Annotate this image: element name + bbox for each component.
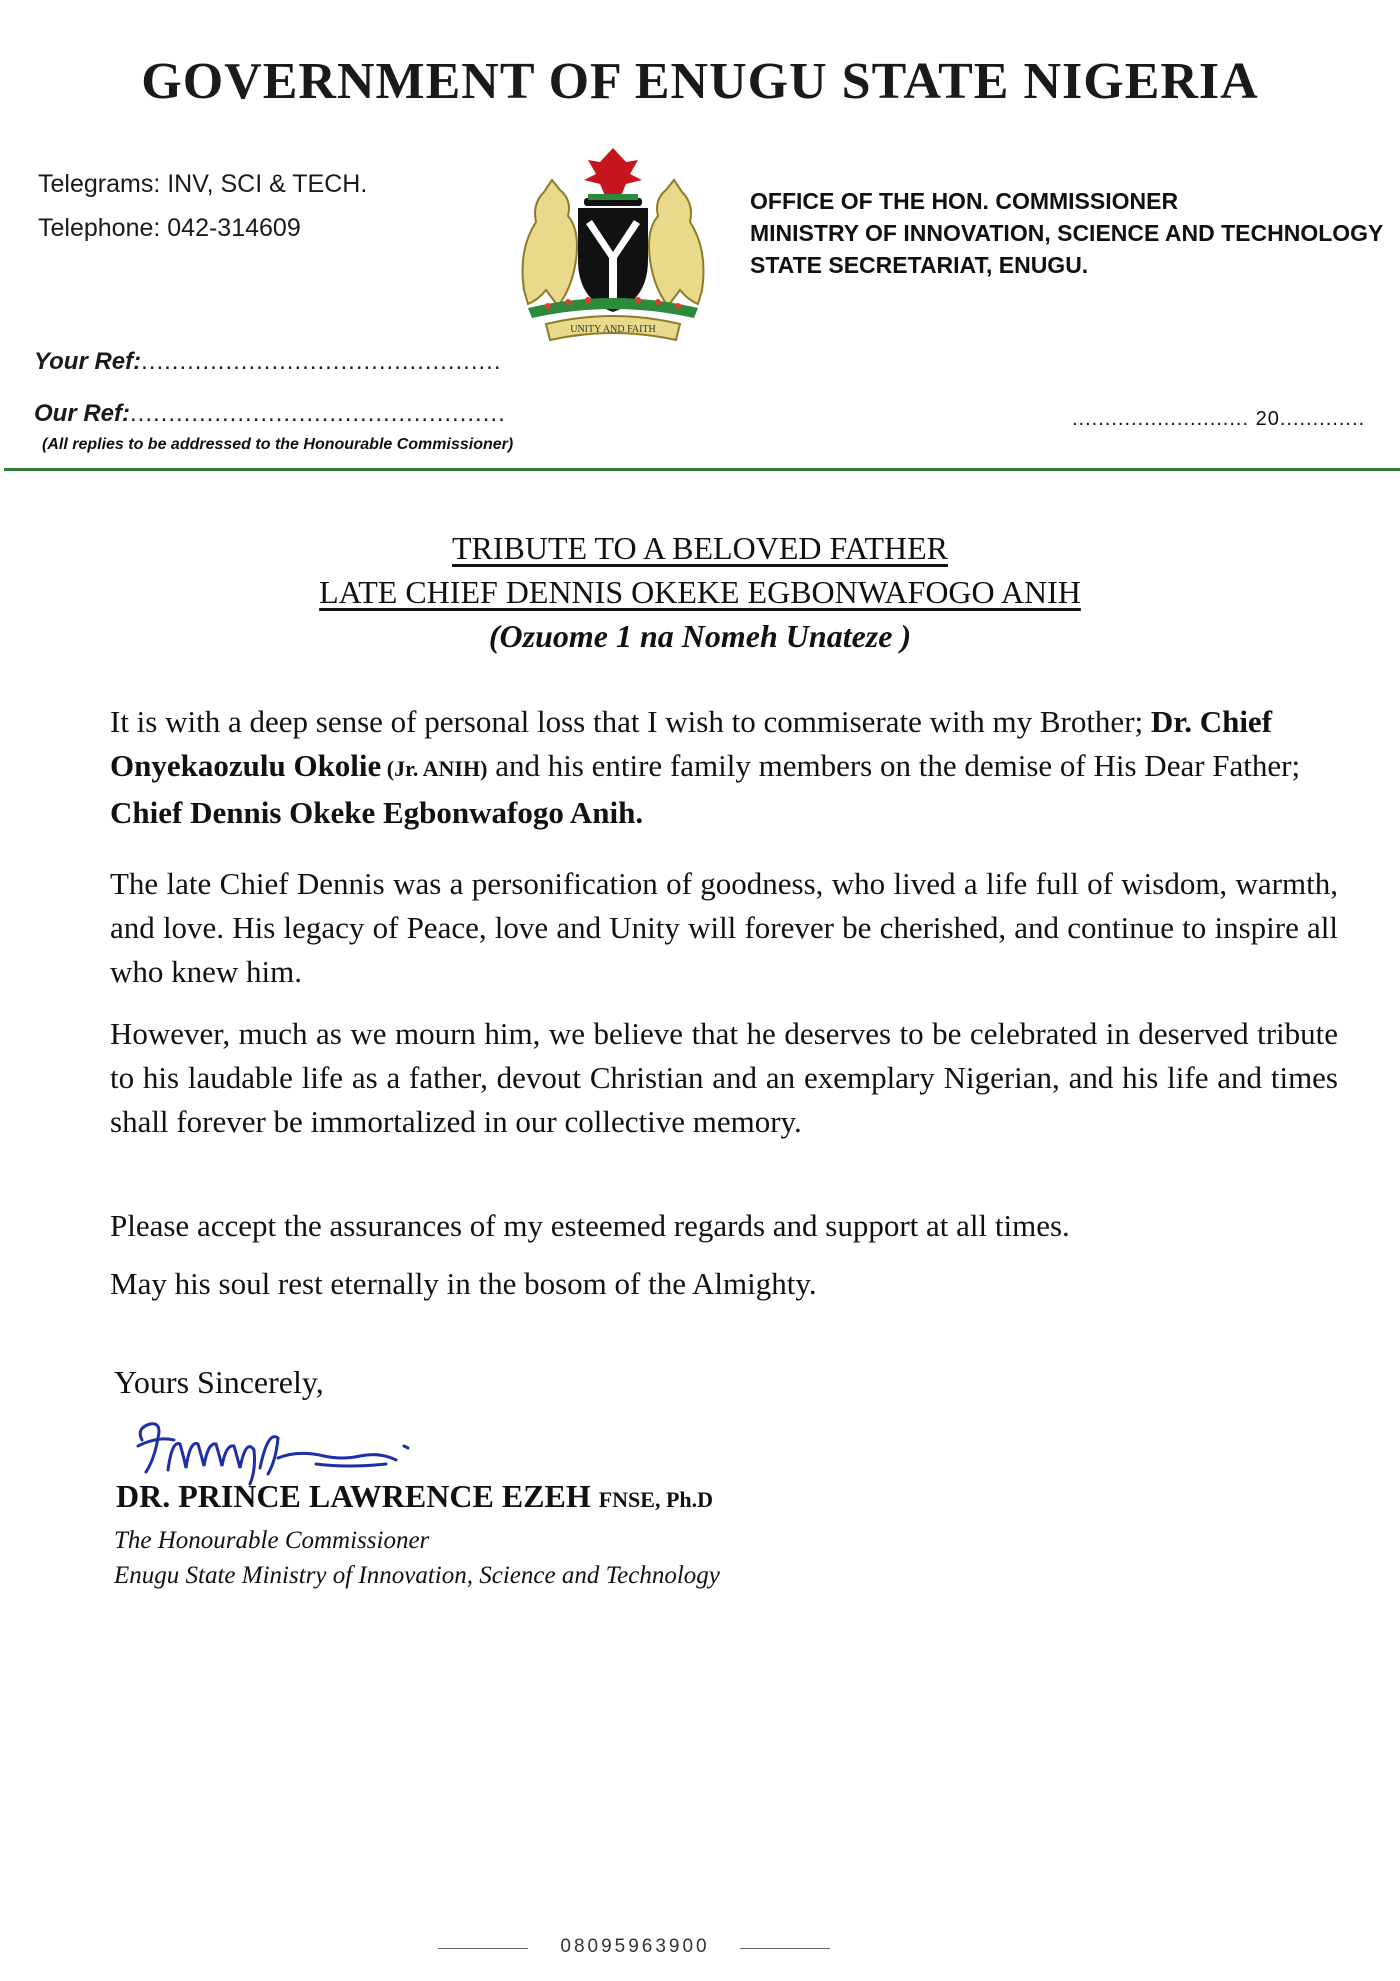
signer-credentials: FNSE, Ph.D [598, 1487, 714, 1512]
tribute-honorific: (Ozuome 1 na Nomeh Unateze ) [488, 618, 912, 654]
your-ref-label: Your Ref: [34, 348, 142, 375]
header-divider [4, 468, 1400, 471]
office-line-3: STATE SECRETARIAT, ENUGU. [750, 252, 1089, 278]
your-ref-dots: ............................................... [141, 348, 502, 375]
closing-salutation: Yours Sincerely, [114, 1364, 324, 1400]
paragraph-legacy: The late Chief Dennis was a personification of goodness, who lived a life full of wisdom, warmth, and love. His legacy of Peace, love and Unity will forever be cherished, and continue to inspire all who knew him. [110, 866, 1338, 989]
our-ref-label: Our Ref: [34, 400, 130, 427]
footer-rule-right [740, 1948, 830, 1949]
date-line: ........................... 20............. [1072, 408, 1366, 430]
government-title: GOVERNMENT OF ENUGU STATE NIGERIA [141, 53, 1259, 110]
paragraph-condolence: It is with a deep sense of personal loss that I wish to commiserate with my Brother; Dr. Chief Onyekaozulu Okolie (Jr. ANIH) and his entire family members on the demise of His Dear Father; Chief Dennis Okeke Egbonwafogo Anih. [110, 704, 1301, 830]
telegrams-line: Telegrams: INV, SCI & TECH. [38, 170, 368, 198]
signer-ministry: Enugu State Ministry of Innovation, Science and Technology [114, 1562, 720, 1589]
your-ref [34, 348, 502, 376]
telephone-line: Telephone: 042-314609 [38, 214, 301, 242]
tribute-subtitle: LATE CHIEF DENNIS OKEKE EGBONWAFOGO ANIH [319, 574, 1081, 610]
our-ref-dots: ................................................. [130, 400, 506, 427]
footer-rule-left [438, 1948, 528, 1949]
paragraph-celebration: However, much as we mourn him, we believe that he deserves to be celebrated in deserved tribute to his laudable life as a father, devout Christian and an exemplary Nigerian, and his life and times shall forever be immortalized in our collective memory. [110, 1016, 1338, 1139]
footer-phone: 08095963900 [560, 1936, 710, 1957]
replies-note: (All replies to be addressed to the Honourable Commissioner) [42, 436, 514, 453]
paragraph-assurance: Please accept the assurances of my esteemed regards and support at all times. [110, 1208, 1070, 1243]
office-line-1: OFFICE OF THE HON. COMMISSIONER [750, 188, 1179, 214]
signer-name: DR. PRINCE LAWRENCE EZEH FNSE, Ph.D [116, 1478, 714, 1514]
paragraph-prayer: May his soul rest eternally in the bosom of the Almighty. [110, 1266, 817, 1301]
coat-of-arms-icon [488, 140, 738, 350]
signer-title: The Honourable Commissioner [114, 1527, 430, 1554]
tribute-title: TRIBUTE TO A BELOVED FATHER [451, 530, 948, 566]
office-line-2: MINISTRY OF INNOVATION, SCIENCE AND TECHNOLOGY [750, 220, 1384, 246]
our-ref [34, 400, 506, 428]
crest-motto: UNITY AND FAITH [570, 324, 656, 335]
